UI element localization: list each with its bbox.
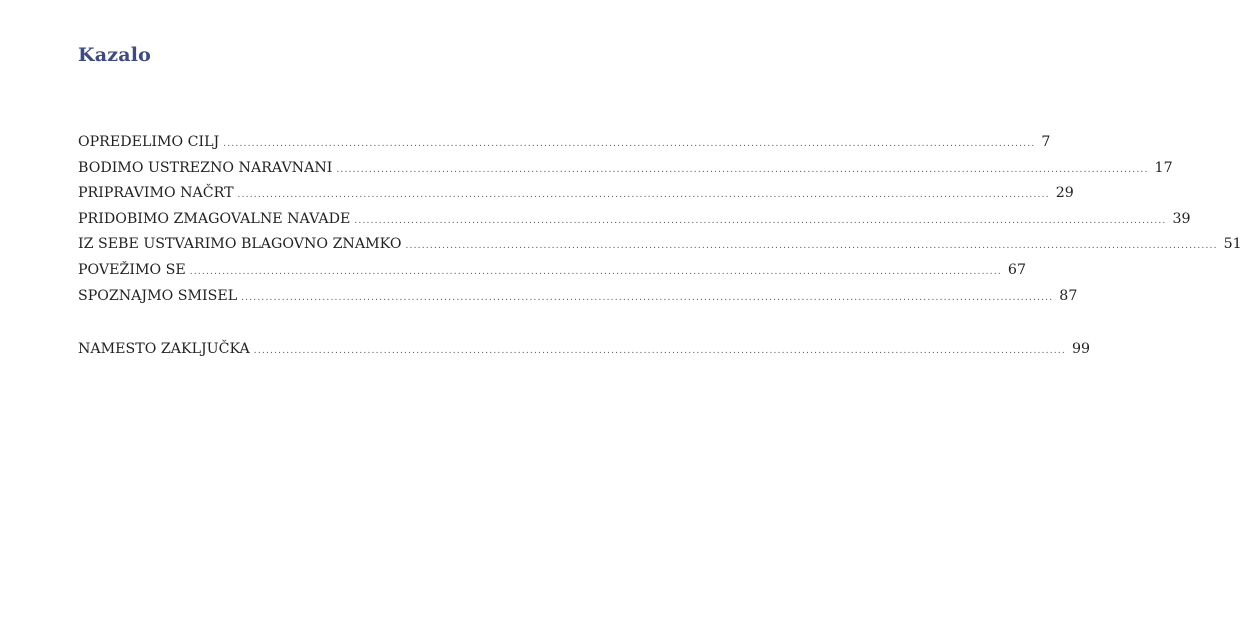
toc-entry[interactable] xyxy=(78,181,1074,207)
toc-entry[interactable] xyxy=(78,337,1090,363)
toc-dot-leader: ........................................................................................................................................................................................................ xyxy=(336,164,1149,175)
table-of-contents xyxy=(78,130,1242,309)
toc-dot-leader: ........................................................................................................................................................................................................ xyxy=(253,346,1066,356)
toc-entry[interactable] xyxy=(78,156,1173,182)
toc-entry-title: PRIPRAVIMO NAČRT xyxy=(78,185,234,202)
toc-entry-page-number: 99 xyxy=(1071,341,1090,357)
toc-dot-leader: ........................................................................................................................................................................................................ xyxy=(237,190,1050,201)
toc-dot-leader: ........................................................................................................................................................................................................ xyxy=(354,215,1167,226)
toc-entry-page-number: 17 xyxy=(1154,159,1173,176)
toc-entry-page-number: 87 xyxy=(1059,287,1078,304)
toc-dot-leader: ........................................................................................................................................................................................................ xyxy=(241,292,1054,303)
toc-entry-title: PRIDOBIMO ZMAGOVALNE NAVADE xyxy=(78,210,351,227)
toc-entry-page-number: 39 xyxy=(1172,210,1191,227)
toc-entry-title: IZ SEBE USTVARIMO BLAGOVNO ZNAMKO xyxy=(78,236,402,253)
toc-dot-leader: ........................................................................................................................................................................................................ xyxy=(223,139,1036,149)
toc-entry-title: SPOZNAJMO SMISEL xyxy=(78,287,238,304)
toc-entry[interactable] xyxy=(78,284,1078,310)
toc-entry[interactable] xyxy=(78,207,1191,233)
toc-entry-title: BODIMO USTREZNO NARAVNANI xyxy=(78,159,333,176)
toc-entry-page-number: 29 xyxy=(1055,185,1074,202)
page-title: Kazalo xyxy=(78,44,152,66)
toc-entry[interactable] xyxy=(78,232,1242,258)
table-of-contents-closing xyxy=(78,337,1090,363)
toc-dot-leader: ........................................................................................................................................................................................................ xyxy=(189,266,1002,277)
toc-dot-leader: ........................................................................................................................................................................................................ xyxy=(405,241,1218,252)
toc-entry-title: POVEŽIMO SE xyxy=(78,261,186,278)
toc-entry[interactable] xyxy=(78,130,1051,156)
toc-entry-page-number: 7 xyxy=(1041,134,1051,150)
toc-entry-title: NAMESTO ZAKLJUČKA xyxy=(78,341,250,357)
toc-entry-page-number: 67 xyxy=(1007,261,1026,278)
toc-entry-title: OPREDELIMO CILJ xyxy=(78,134,220,150)
toc-entry-page-number: 51 xyxy=(1223,236,1242,253)
toc-entry[interactable] xyxy=(78,258,1026,284)
